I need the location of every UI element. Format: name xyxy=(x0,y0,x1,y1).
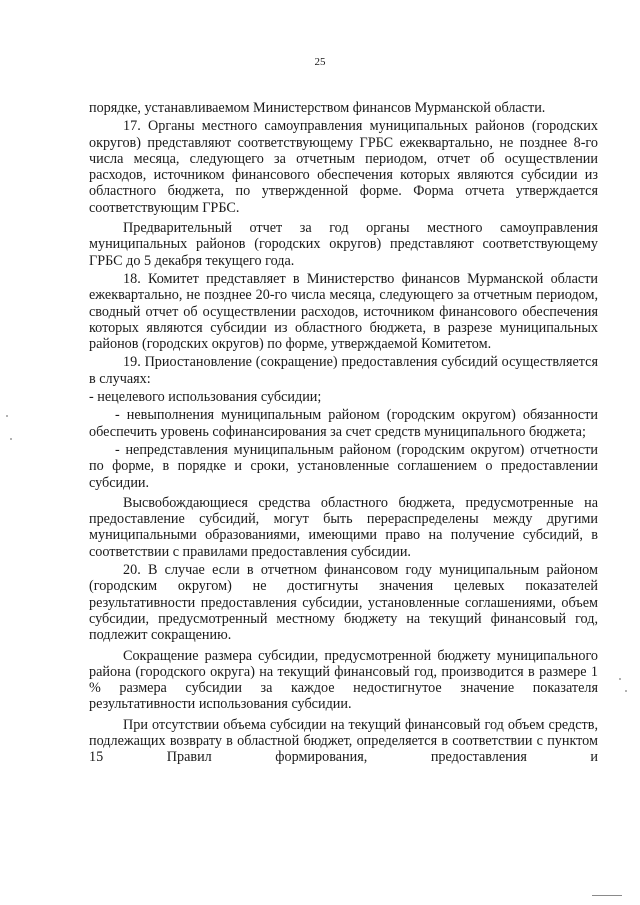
paragraph-redistribution: Высвобождающиеся средства областного бюджета, предусмотренные на предоставление субсидий, могут быть перераспределены между другими муниципальными образованиями, имеющими право на получение субсидий, в соответствии с правилами предоставления субсидии. xyxy=(89,494,598,560)
paragraph-19: 19. Приостановление (сокращение) предоставления субсидий осуществляется в случаях: xyxy=(89,354,598,387)
scan-artifact xyxy=(6,415,8,417)
scan-artifact xyxy=(10,438,12,440)
paragraph-refund: При отсутствии объема субсидии на текущий финансовый год объем средств, подлежащих возврату в областной бюджет, определяется в соответствии с пунктом 15 Правил формирования, предоставления и xyxy=(89,716,598,766)
scan-artifact xyxy=(625,690,627,692)
paragraph-17: 17. Органы местного самоуправления муниципальных районов (городских округов) представляют соответствующему ГРБС ежеквартально, не позднее 8-го числа месяца, следующего за отчетным периодом, отчет об осуществлении расходов, источником финансового обеспечения которых являются субсидии из областного бюджета, по утвержденной форме. Форма отчета утверждается соответствующим ГРБС. xyxy=(89,118,598,216)
list-item-cofinancing: - невыполнения муниципальным районом (городским округом) обязанности обеспечить уровень софинансирования за счет средств муниципального бюджета; xyxy=(89,407,598,440)
document-body xyxy=(89,100,598,768)
paragraph-preliminary-report: Предварительный отчет за год органы местного самоуправления муниципальных районов (городских округов) представляют соответствующему ГРБС до 5 декабря текущего года. xyxy=(89,220,598,269)
list-item-misuse: - нецелевого использования субсидии; xyxy=(89,389,322,406)
scan-artifact xyxy=(619,678,621,680)
paragraph-20: 20. В случае если в отчетном финансовом году муниципальным районом (городским округом) не достигнуты значения целевых показателей результативности предоставления субсидии, установленные соглашениями, объем субсидии, предусмотренный местному бюджету на текущий финансовый год, подлежит сокращению. xyxy=(89,562,598,644)
paragraph-reduction: Сокращение размера субсидии, предусмотренной бюджету муниципального района (городского округа) на текущий финансовый год, производится в размере 1 % размера субсидии за каждое недостигнутое значение показателя результативности использования субсидии. xyxy=(89,647,598,713)
list-item-reporting: - непредставления муниципальным районом (городским округом) отчетности по форме, в порядке и сроки, установленные соглашением о предоставлении субсидии. xyxy=(89,441,598,491)
paragraph-18: 18. Комитет представляет в Министерство финансов Мурманской области ежеквартально, не позднее 20-го числа месяца, следующего за отчетным периодом, сводный отчет об осуществлении расходов, источником финансового обеспечения которых являются субсидии из областного бюджета, в разрезе муниципальных районов (городских округов) по форме, утверждаемой Комитетом. xyxy=(89,270,598,353)
paragraph-continuation: порядке, устанавливаемом Министерством финансов Мурманской области. xyxy=(89,100,546,116)
page-number: 25 xyxy=(314,56,326,68)
scan-edge-line xyxy=(592,895,622,896)
